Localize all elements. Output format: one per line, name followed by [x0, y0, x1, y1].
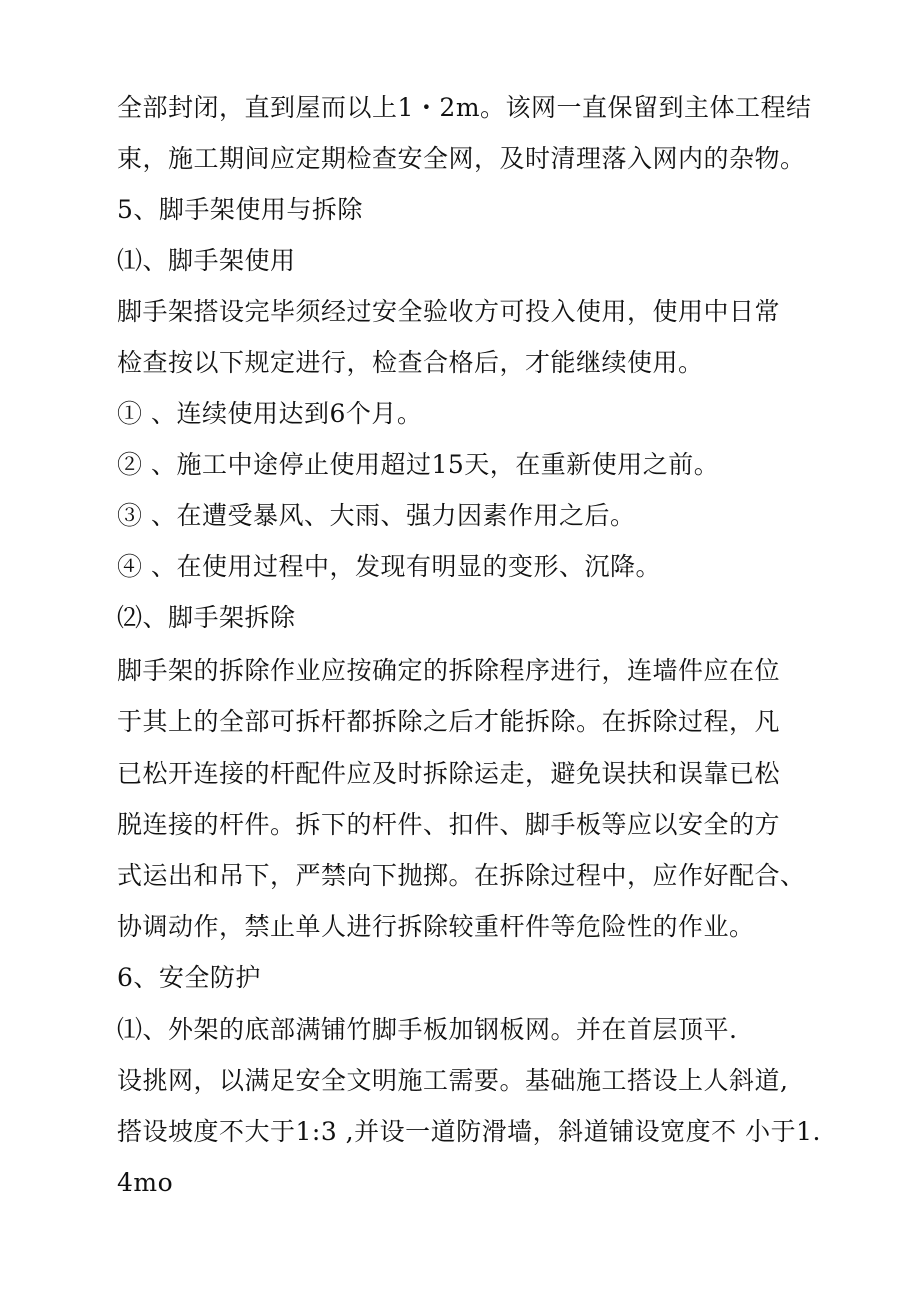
list-item: ① 、连续使用达到6个月。	[117, 399, 423, 428]
text-line: 于其上的全部可拆杆都拆除之后才能拆除。在拆除过程，凡	[117, 707, 781, 736]
list-item: ③ 、在遭受暴风、大雨、强力因素作用之后。	[117, 501, 636, 530]
text-line: 检查按以下规定进行，检查合格后，才能继续使用。	[117, 348, 704, 377]
text-line: 搭设坡度不大于1:3 ,并设一道防滑墙，斜道铺设宽度不 小于1.	[117, 1117, 821, 1146]
section-heading: 5、脚手架使用与拆除	[117, 195, 363, 224]
subsection-heading: ⑴、脚手架使用	[117, 246, 296, 275]
text-line: 束，施工期间应定期检查安全网，及时清理落入网内的杂物。	[117, 144, 806, 173]
text-line: 全部封闭，直到屋而以上1・2m。该网一直保留到主体工程结	[117, 93, 812, 122]
list-item: ④ 、在使用过程中，发现有明显的变形、沉降。	[117, 552, 661, 581]
text-line: 脱连接的杆件。拆下的杆件、扣件、脚手板等应以安全的方	[117, 810, 781, 839]
text-line: ⑴、外架的底部满铺竹脚手板加钢板网。并在首层顶平.	[117, 1015, 738, 1044]
text-line: 已松开连接的杆配件应及时拆除运走，避免误扶和误靠已松	[117, 759, 781, 788]
text-line: 协调动作，禁止单人进行拆除较重杆件等危险性的作业。	[117, 912, 755, 941]
text-line: 脚手架搭设完毕须经过安全验收方可投入使用，使用中日常	[117, 297, 781, 326]
list-item: ② 、施工中途停止使用超过15天，在重新使用之前。	[117, 450, 720, 479]
text-line: 4mo	[117, 1168, 174, 1197]
section-heading: 6、安全防护	[117, 963, 261, 992]
text-line: 式运出和吊下，严禁向下抛掷。在拆除过程中，应作好配合、	[117, 861, 806, 890]
text-line: 设挑网，以满足安全文明施工需要。基础施工搭设上人斜道,	[117, 1066, 789, 1095]
subsection-heading: ⑵、脚手架拆除	[117, 603, 296, 632]
text-line: 脚手架的拆除作业应按确定的拆除程序进行，连墙件应在位	[117, 656, 781, 685]
